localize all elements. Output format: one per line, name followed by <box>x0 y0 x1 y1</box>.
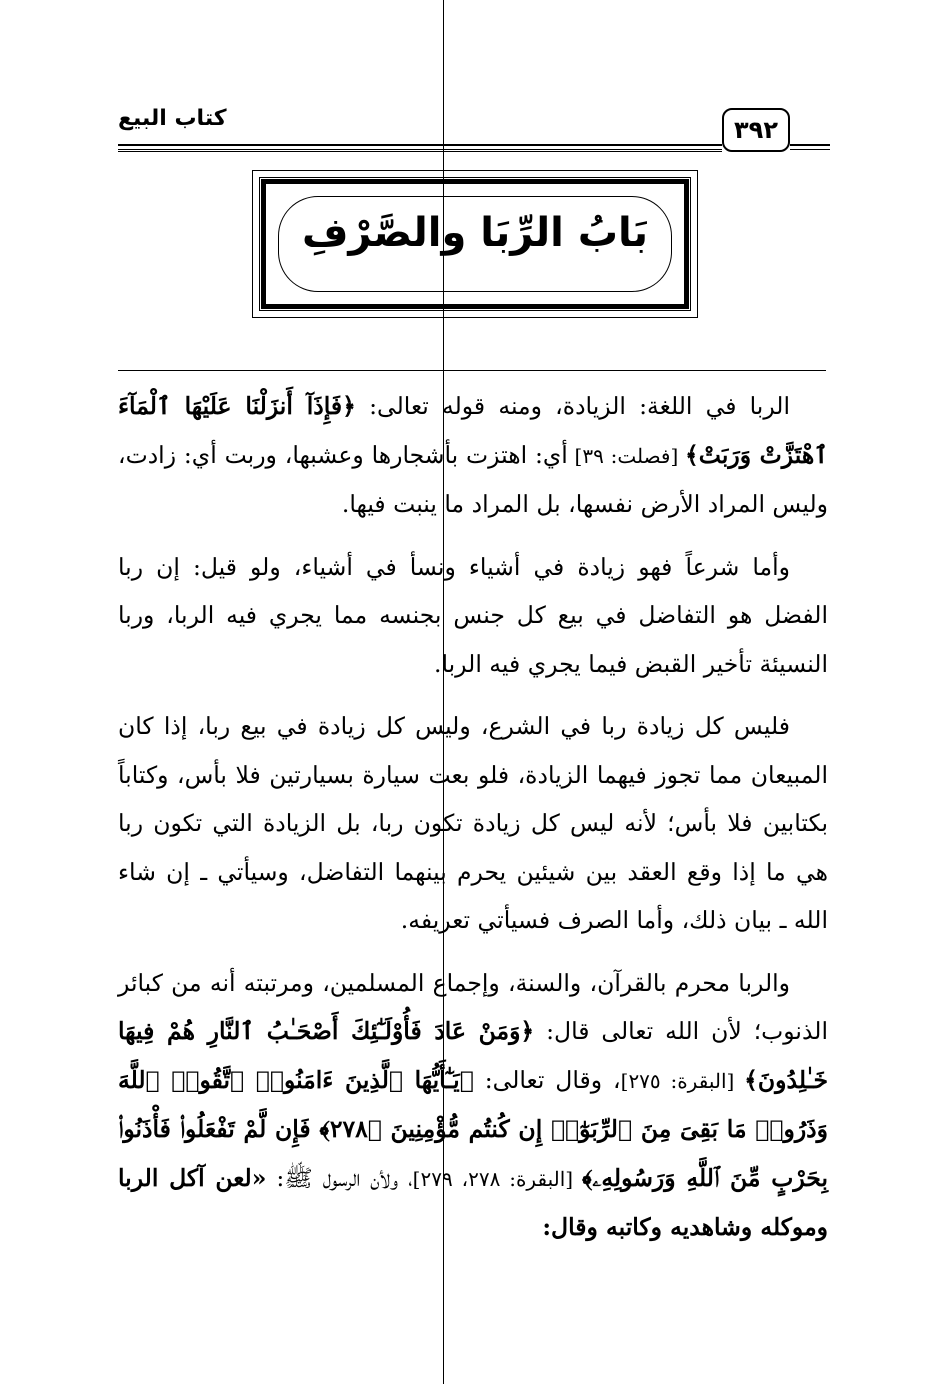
verse-reference: [فصلت: ٣٩] <box>567 443 686 468</box>
header-rule-right <box>790 144 830 150</box>
chapter-frame-thick-border <box>261 179 689 309</box>
text-run: ، ولأن الرسول ﷺ: <box>266 1163 413 1192</box>
quran-verse: ﴿فَإِذَآ أَنزَلْنَا عَلَيْهَا ٱلْمَآءَ ٱهْتَزَّتْ وَرَبَتْ﴾ <box>118 392 829 469</box>
paragraph-not-every-increase: فليس كل زيادة ربا في الشرع، وليس كل زيادة في بيع ربا، إذا كان المبيعان مما تجوز فيهما الزيادة، فلو بعت سيارة بسيارتين فلا بأس، وكتاباً بكتابين فلا بأس؛ لأنه ليس كل زيادة تكون ربا، بل الزيادة التي تكون ربا هي ما إذا وقع العقد بين شيئين يحرم بينهما التفاضل، وسيأتي ـ إن شاء الله ـ بيان ذلك، وأما الصرف فسيأتي تعريفه. <box>118 712 828 934</box>
page-number: ٣٩٢ <box>722 108 790 152</box>
text-run: والربا محرم بالقرآن، والسنة، وإجماع المسلمين، ومرتبته أنه من كبائر الذنوب؛ لأن الله تعالى قال: <box>118 968 828 1045</box>
text-run: ، وقال تعالى: <box>473 1065 621 1094</box>
verse-reference: [البقرة: ٢٧٥] <box>620 1068 745 1093</box>
text-run: الربا في اللغة: الزيادة، ومنه قوله تعالى: <box>355 392 790 420</box>
header-rule <box>118 144 722 150</box>
verse-reference: [البقرة: ٢٧٨، ٢٧٩] <box>412 1166 582 1191</box>
page-header <box>118 98 830 168</box>
hadith-quote: «لعن آكل الربا وموكله وشاهديه وكاتبه وقال: <box>118 1163 828 1241</box>
chapter-title: بَابُ الرِّبَا والصَّرْفِ <box>301 210 649 256</box>
running-title: كتاب البيع <box>118 106 227 131</box>
title-divider <box>118 370 826 371</box>
paragraph-ruling <box>118 959 828 1252</box>
paragraph-definition-language <box>118 382 828 529</box>
body-text <box>118 382 828 1266</box>
quran-verse: ﴿وَمَنْ عَادَ فَأُوْلَـٰٓئِكَ أَصْحَـٰبُ ٱلنَّارِ هُمْ فِيهَا خَـٰلِدُونَ﴾ <box>118 1017 829 1094</box>
paragraph-definition-sharia: وأما شرعاً فهو زيادة في أشياء ونسأ في أشياء، ولو قيل: إن ربا الفضل هو التفاضل في بيع كل جنس بجنسه مما يجري فيه الربا، وربا النسيئة تأخير القبض فيما يجري فيه الربا. <box>118 552 828 678</box>
chapter-frame <box>252 170 698 318</box>
text-run: أي: اهتزت بأشجارها وعشبها، وربت أي: زادت، وليس المراد الأرض نفسها، بل المراد ما ينبت فيها. <box>118 440 828 518</box>
quran-verse: ﴿يَـٰٓأَيُّهَا ٱلَّذِينَ ءَامَنُوا۟ ٱتَّقُوا۟ ٱللَّهَ وَذَرُوا۟ مَا بَقِىَ مِنَ ٱلرِّبَوٰٓا۟ إِن كُنتُم مُّؤْمِنِينَ ﴿٢٧٨﴾ فَإِن لَّمْ تَفْعَلُوا۟ فَأْذَنُوا۟ بِحَرْبٍ مِّنَ ٱللَّهِ وَرَسُولِهِۦ﴾ <box>118 1065 828 1192</box>
